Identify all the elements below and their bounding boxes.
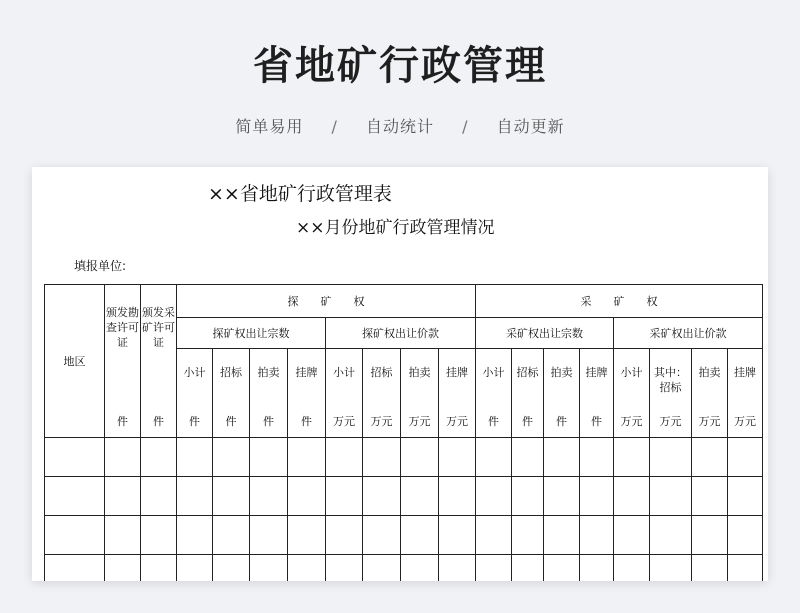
tag-separator: /: [462, 117, 469, 136]
table-cell[interactable]: [177, 516, 213, 555]
permit-mining-header: 颁发采矿许可证 件: [141, 285, 177, 438]
table-cell[interactable]: [105, 438, 141, 477]
sub-explore-count-header: 探矿权出让宗数: [177, 318, 326, 349]
table-cell[interactable]: [401, 477, 439, 516]
table-cell[interactable]: [439, 438, 476, 477]
table-row: [45, 516, 763, 555]
table-cell[interactable]: [105, 477, 141, 516]
tag-easy: 简单易用: [235, 117, 304, 136]
column-header: 招标 万元: [363, 349, 401, 438]
tag-auto-update: 自动更新: [496, 117, 565, 136]
table-cell[interactable]: [439, 555, 476, 582]
table-cell[interactable]: [614, 555, 650, 582]
table-cell[interactable]: [728, 477, 763, 516]
table-cell[interactable]: [544, 438, 580, 477]
table-cell[interactable]: [288, 477, 326, 516]
sub-mining-count-header: 采矿权出让宗数: [476, 318, 614, 349]
table-cell[interactable]: [580, 516, 614, 555]
table-cell[interactable]: [614, 516, 650, 555]
column-header: 其中：招标 万元: [650, 349, 692, 438]
tag-separator: /: [331, 117, 338, 136]
table-cell[interactable]: [544, 477, 580, 516]
table-cell[interactable]: [439, 516, 476, 555]
column-header: 拍卖 万元: [401, 349, 439, 438]
table-cell[interactable]: [512, 516, 544, 555]
document-sheet: [32, 167, 768, 581]
table-cell[interactable]: [650, 555, 692, 582]
column-header: 招标 件: [512, 349, 544, 438]
table-cell[interactable]: [544, 555, 580, 582]
table-cell[interactable]: [326, 555, 363, 582]
document-title: ××省地矿行政管理表: [208, 183, 392, 205]
table-row: [45, 438, 763, 477]
page-title: 省地矿行政管理: [253, 43, 547, 89]
table-cell[interactable]: [728, 438, 763, 477]
table-cell[interactable]: [363, 438, 401, 477]
table-cell[interactable]: [288, 555, 326, 582]
column-header: 招标 件: [213, 349, 250, 438]
table-cell[interactable]: [141, 477, 177, 516]
table-cell[interactable]: [177, 438, 213, 477]
table-cell[interactable]: [476, 516, 512, 555]
table-cell[interactable]: [213, 477, 250, 516]
table-cell[interactable]: [45, 477, 105, 516]
table-cell[interactable]: [580, 477, 614, 516]
column-header: 拍卖 件: [250, 349, 288, 438]
table-cell[interactable]: [177, 555, 213, 582]
table-cell[interactable]: [512, 555, 544, 582]
table-cell[interactable]: [45, 438, 105, 477]
table-cell[interactable]: [476, 477, 512, 516]
table-cell[interactable]: [250, 516, 288, 555]
region-header: 地区: [63, 354, 86, 368]
table-cell[interactable]: [401, 438, 439, 477]
table-cell[interactable]: [692, 477, 728, 516]
column-header: 拍卖 万元: [692, 349, 728, 438]
column-header: 小计 万元: [326, 349, 363, 438]
table-cell[interactable]: [476, 555, 512, 582]
table-cell[interactable]: [512, 477, 544, 516]
table-cell[interactable]: [614, 477, 650, 516]
feature-tags: [0, 114, 800, 137]
permit-exploration-header: 颁发勘查许可证 件: [105, 285, 141, 438]
column-header: 小计 件: [177, 349, 213, 438]
column-header: 拍卖 件: [544, 349, 580, 438]
table-cell[interactable]: [326, 516, 363, 555]
tag-auto-stat: 自动统计: [365, 117, 434, 136]
sub-explore-price-header: 探矿权出让价款: [326, 318, 476, 349]
column-header: 挂牌 件: [580, 349, 614, 438]
table-cell[interactable]: [614, 438, 650, 477]
column-header: 挂牌 万元: [439, 349, 476, 438]
table-cell[interactable]: [250, 438, 288, 477]
table-cell[interactable]: [213, 516, 250, 555]
table-cell[interactable]: [105, 516, 141, 555]
table-cell[interactable]: [580, 555, 614, 582]
column-header: 挂牌 件: [288, 349, 326, 438]
table-cell[interactable]: [250, 555, 288, 582]
region-header-cell: [45, 285, 105, 438]
table-cell[interactable]: [141, 438, 177, 477]
group-mining-header: 采 矿 权: [476, 285, 763, 318]
table-cell[interactable]: [213, 555, 250, 582]
table-cell[interactable]: [105, 555, 141, 582]
table-cell[interactable]: [363, 555, 401, 582]
table-cell[interactable]: [326, 438, 363, 477]
table-cell[interactable]: [401, 516, 439, 555]
fill-unit-label: 填报单位:: [74, 259, 127, 273]
table-cell[interactable]: [141, 516, 177, 555]
table-cell[interactable]: [650, 516, 692, 555]
column-header: 挂牌 万元: [728, 349, 763, 438]
table-cell[interactable]: [45, 555, 105, 582]
table-cell[interactable]: [177, 477, 213, 516]
table-cell[interactable]: [692, 516, 728, 555]
table-cell[interactable]: [401, 555, 439, 582]
table-cell[interactable]: [650, 438, 692, 477]
table-cell[interactable]: [580, 438, 614, 477]
table-row: [45, 555, 763, 582]
table-cell[interactable]: [544, 516, 580, 555]
table-cell[interactable]: [512, 438, 544, 477]
column-header: 小计 件: [476, 349, 512, 438]
table-cell[interactable]: [250, 477, 288, 516]
table-cell[interactable]: [692, 555, 728, 582]
table-cell[interactable]: [141, 555, 177, 582]
table-cell[interactable]: [326, 477, 363, 516]
table-cell[interactable]: [213, 438, 250, 477]
table-cell[interactable]: [439, 477, 476, 516]
sub-mining-price-header: 采矿权出让价款: [614, 318, 763, 349]
group-exploration-header: 探 矿 权: [177, 285, 476, 318]
table-cell[interactable]: [363, 477, 401, 516]
table-cell[interactable]: [692, 438, 728, 477]
table-cell[interactable]: [650, 477, 692, 516]
table-cell[interactable]: [363, 516, 401, 555]
table-cell[interactable]: [288, 516, 326, 555]
column-header: 小计 万元: [614, 349, 650, 438]
management-table: [44, 284, 763, 581]
table-row: [45, 477, 763, 516]
table-cell[interactable]: [728, 555, 763, 582]
table-cell[interactable]: [288, 438, 326, 477]
document-subtitle: ××月份地矿行政管理情况: [296, 218, 495, 238]
table-cell[interactable]: [476, 438, 512, 477]
table-cell[interactable]: [45, 516, 105, 555]
table-cell[interactable]: [728, 516, 763, 555]
